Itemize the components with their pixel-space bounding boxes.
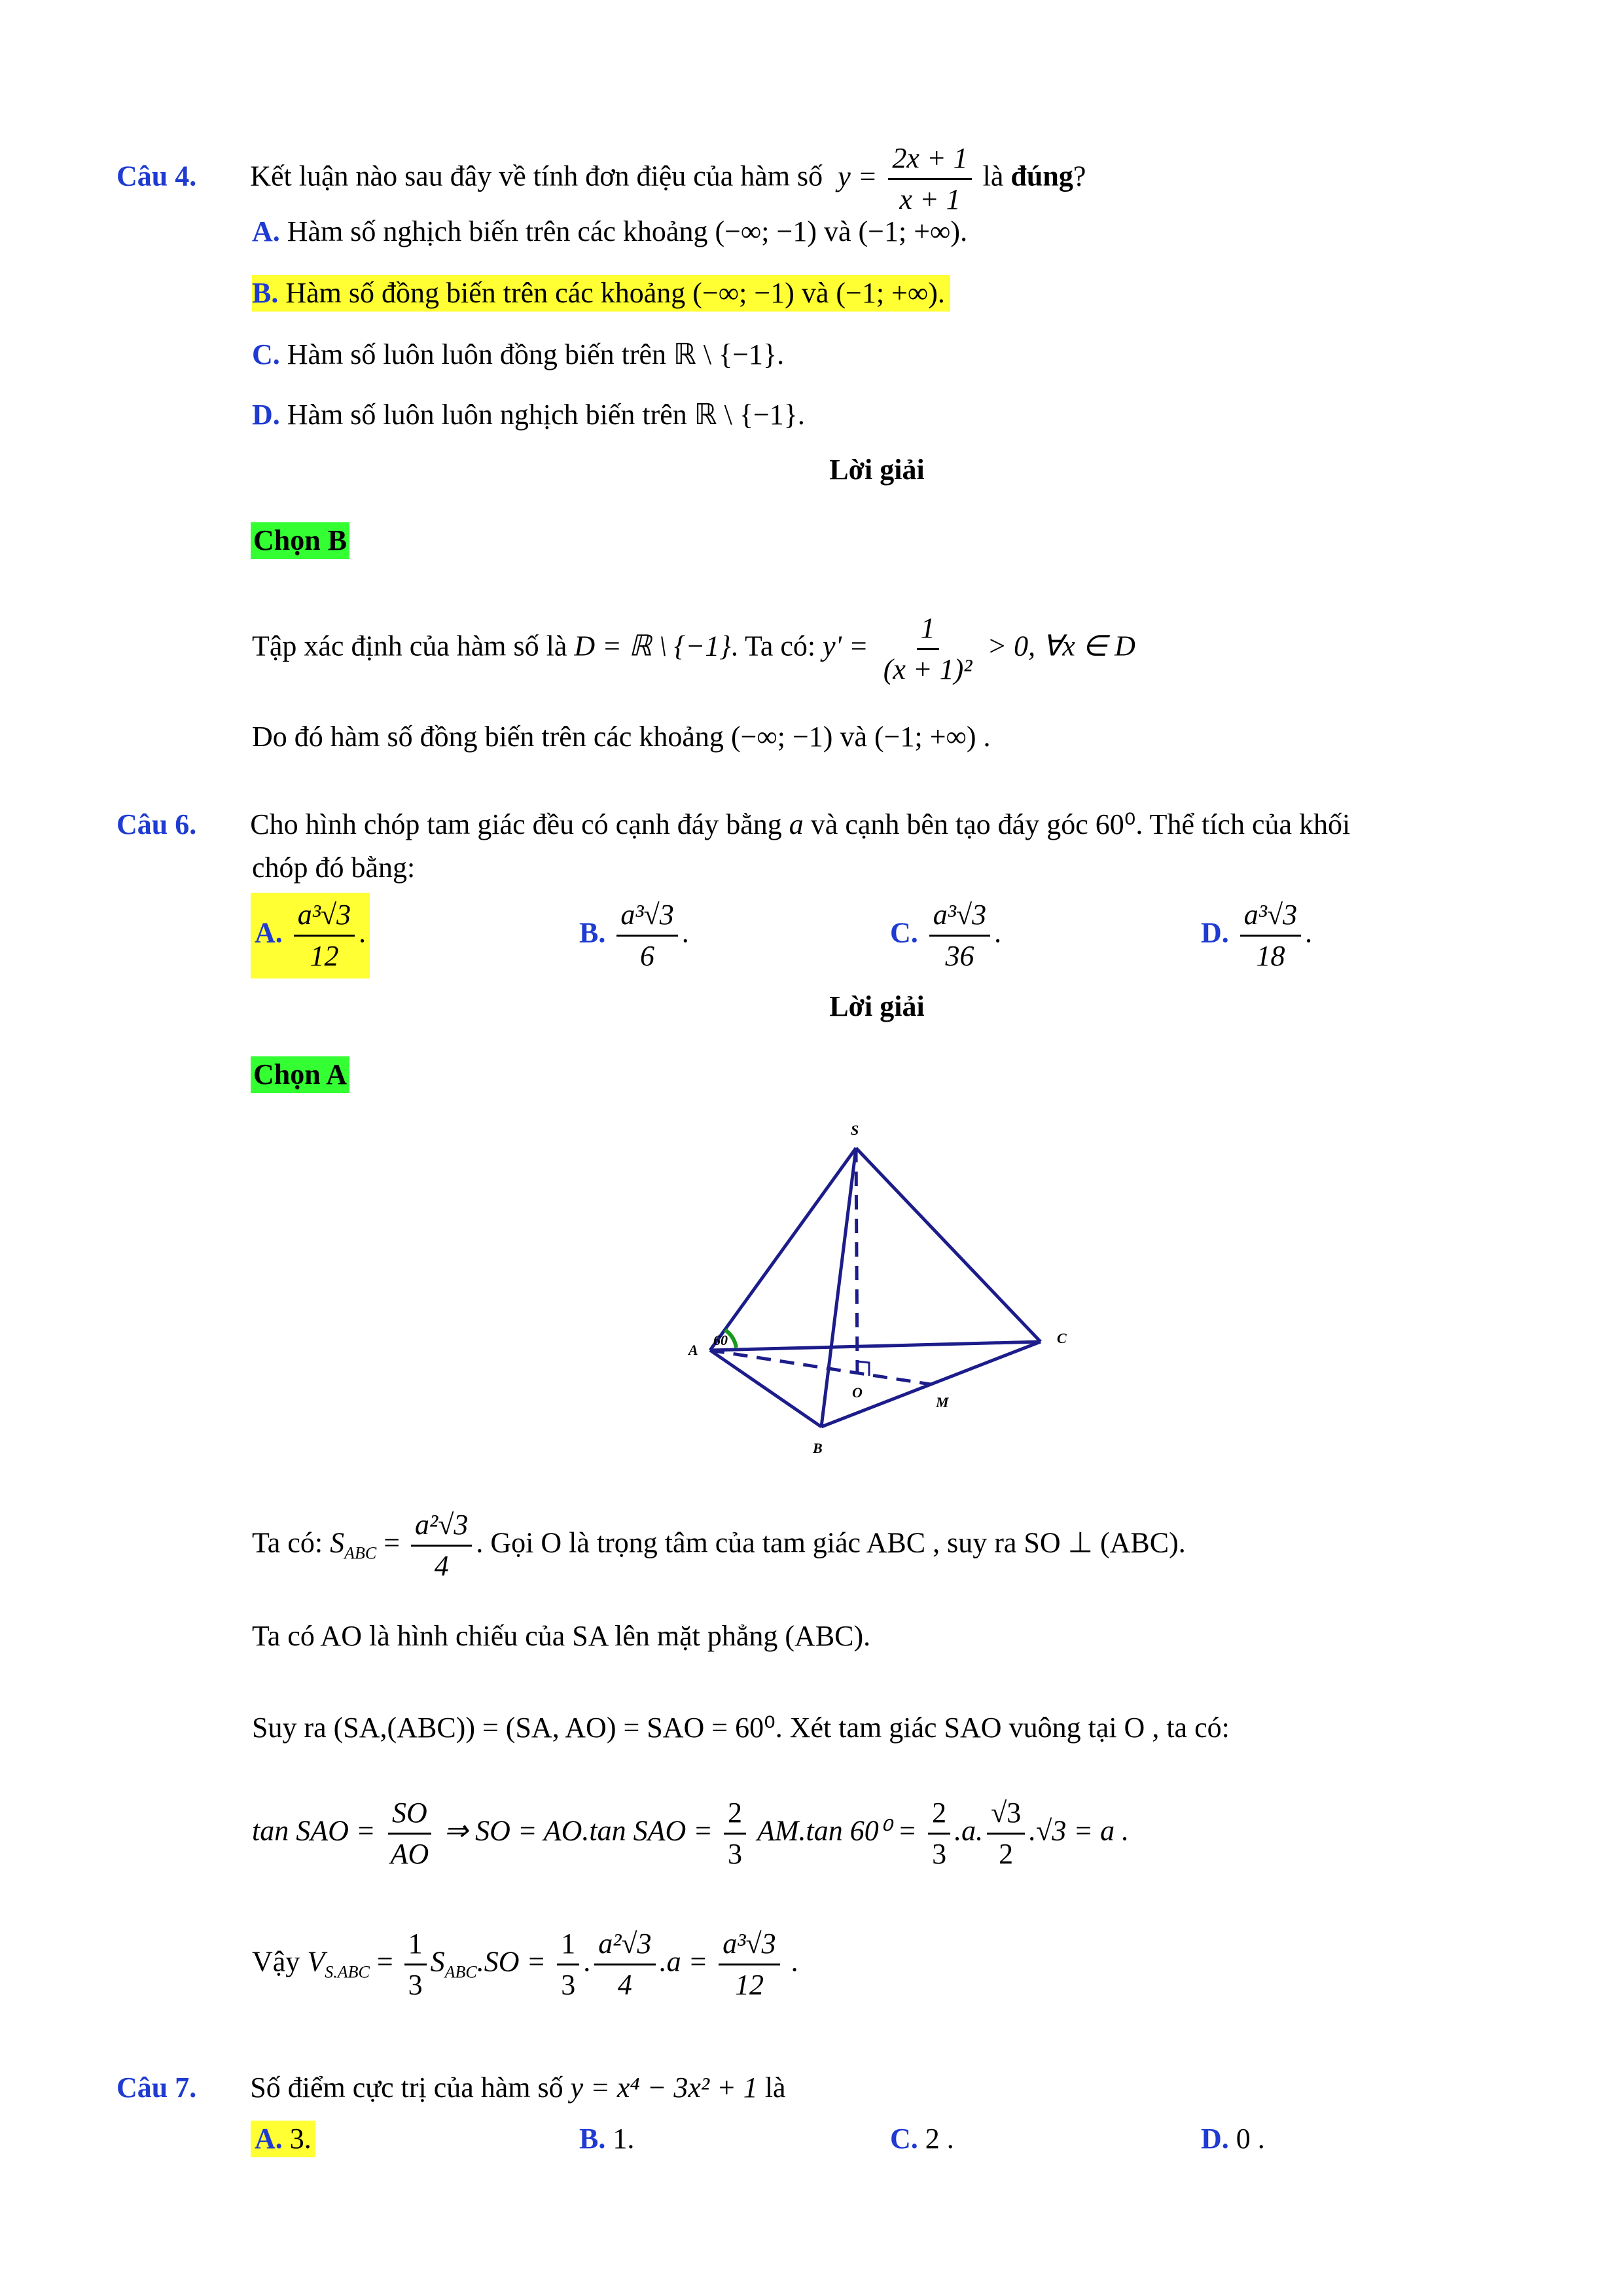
q6-option-a-num: a³√3 [294, 895, 355, 937]
q7-option-d-label: D. [1201, 2123, 1229, 2155]
point-s-label: S [851, 1122, 859, 1138]
q7-option-d-value: 0 . [1236, 2123, 1265, 2155]
q6-s5-mid3: .a = [659, 1945, 708, 1978]
q7-option-a-correct [251, 2121, 315, 2157]
q6-text2: và cạnh bên tạo đáy góc [810, 808, 1088, 840]
q4-option-a-label: A. [252, 215, 280, 247]
q7-option-b-label: B. [579, 2123, 606, 2155]
q6-s1-num: a²√3 [411, 1505, 472, 1547]
q6-s4-f3-num: √3 [987, 1793, 1025, 1835]
q6-option-b-fraction [616, 895, 677, 976]
q6-s1-den: 4 [434, 1550, 449, 1582]
q4-option-b-interval2: (−1; +∞) [836, 277, 938, 309]
q4-line2-and: và [840, 721, 867, 753]
q6-s4-fraction2 [724, 1793, 746, 1874]
q6-s5-f2-num: 1 [557, 1924, 579, 1965]
q4-line1-text: Tập xác định của hàm số là [252, 630, 567, 662]
q6-s5-f1-den: 3 [408, 1969, 423, 2001]
q4-line1-fraction [880, 609, 976, 689]
q4-option-c-text: Hàm số luôn luôn đồng biến trên [287, 338, 667, 370]
q6-solution-step1 [252, 1505, 1186, 1586]
q6-s5-sub2: ABC [444, 1962, 477, 1982]
q4-line1-num: 1 [917, 609, 939, 650]
q6-option-b-label: B. [579, 916, 606, 949]
q7-option-b-value: 1. [613, 2123, 635, 2155]
q6-s1-sub: ABC [344, 1543, 377, 1563]
q4-statement [116, 139, 1086, 219]
q4-label: Câu 4. [116, 160, 197, 192]
q4-option-b-correct: B. Hàm số đồng biến trên các khoảng (−∞; −1) và (−1; +∞). [252, 275, 950, 312]
q7-option-c-label: C. [890, 2123, 918, 2155]
q6-s4-f1-num: 2 [724, 1793, 746, 1835]
q4-text-dung: đúng [1010, 160, 1073, 192]
q6-choice-badge: Chọn A [251, 1056, 349, 1093]
point-c-label: C [1057, 1330, 1067, 1346]
q7-func: y = x⁴ − 3x² + 1 [570, 2072, 758, 2104]
q6-option-d-label: D. [1201, 916, 1229, 949]
q4-option-a-and: và [824, 215, 851, 247]
q4-option-a-text: Hàm số nghịch biến trên các khoảng [287, 215, 708, 247]
q6-option-c-fraction [929, 895, 990, 976]
q6-s5-f3-den: 4 [617, 1969, 632, 2001]
q6-s5-f4-num: a³√3 [719, 1924, 779, 1965]
q4-option-a-interval2: (−1; +∞) [858, 215, 961, 247]
q6-solution-step5 [252, 1924, 798, 2005]
q6-s5-f4-den: 12 [734, 1969, 764, 2001]
q4-line2-interval1: (−∞; −1) [730, 721, 833, 753]
q4-text-qmark: ? [1073, 160, 1086, 192]
q4-option-c-set: ℝ \ {−1} [673, 338, 777, 370]
q6-option-a-den: 12 [310, 940, 339, 972]
q4-func-fraction [888, 139, 971, 219]
q6-s1-post: . Gọi O là trọng tâm của tam giác ABC , suy ra SO ⊥ (ABC). [476, 1526, 1186, 1559]
q4-line1-deriv: y' = [823, 630, 868, 662]
q6-option-a-label: A. [255, 916, 283, 949]
q6-s4-mid3: .a. [954, 1814, 984, 1847]
q6-s5-sub: S.ABC [325, 1962, 370, 1982]
q4-option-b-interval1: (−∞; −1) [692, 277, 794, 309]
q4-func-num: 2x + 1 [888, 139, 971, 180]
q6-solution-title: Lời giải [829, 990, 925, 1022]
q4-func-den: x + 1 [899, 183, 961, 215]
q6-s1-fraction [411, 1505, 472, 1586]
q6-text1: Cho hình chóp tam giác đều có cạnh đáy bằng [250, 808, 782, 840]
q7-option-b [579, 2121, 634, 2157]
q7-label: Câu 7. [116, 2072, 197, 2104]
q6-s5-fraction3 [594, 1924, 655, 2005]
q4-text-la: là [982, 160, 1004, 192]
q6-angle: 60⁰ [1095, 808, 1136, 840]
q4-option-b-label: B. [252, 277, 279, 309]
q6-s4-f2-num: 2 [928, 1793, 950, 1835]
q6-s5-lhs: V [307, 1945, 325, 1978]
q6-option-b-den: 6 [640, 940, 655, 972]
q6-s4-tan: tan SAO = [252, 1814, 376, 1847]
q4-line1-den: (x + 1)² [883, 653, 972, 685]
q6-text3: . Thể tích của khối [1135, 808, 1351, 840]
q7-option-d [1201, 2121, 1265, 2157]
q4-line2-text: Do đó hàm số đồng biến trên các khoảng [252, 721, 724, 753]
q4-option-c: C. Hàm số luôn luôn đồng biến trên ℝ \ {−1}. [252, 338, 785, 370]
q6-s4-num: SO [388, 1793, 431, 1835]
q6-s4-f3-den: 2 [999, 1838, 1014, 1870]
q4-line2-interval2: (−1; +∞) [874, 721, 976, 753]
q6-option-c: C. $\frac{\text{a³√3}}{36}$ . [890, 895, 1001, 976]
point-m-label: M [936, 1394, 949, 1410]
q4-option-d-label: D. [252, 399, 280, 431]
q4-option-a-interval1: (−∞; −1) [715, 215, 817, 247]
q6-s5-mid2: .SO = [476, 1945, 546, 1978]
q6-option-a-correct: A. $\frac{\text{a³√3}}{12}$ . [251, 893, 370, 978]
q4-solution-line2 [252, 719, 991, 755]
q6-s5-fraction2 [557, 1924, 579, 2005]
q6-s5-pre: Vậy [252, 1945, 300, 1978]
q4-line1-domain: D = ℝ \ {−1} [574, 630, 731, 662]
q4-option-c-label: C. [252, 338, 280, 370]
q6-s5-end: . [791, 1945, 798, 1978]
point-b-label: B [813, 1440, 823, 1456]
q6-option-d-num: a³√3 [1240, 895, 1301, 937]
q4-option-d-set: ℝ \ {−1} [694, 399, 798, 431]
q4-text: Kết luận nào sau đây về tính đơn điệu của hàm số [250, 160, 823, 192]
q7-option-a-value: 3. [289, 2123, 312, 2155]
q4-choice-badge: Chọn B [251, 522, 349, 559]
q7-statement [116, 2070, 786, 2106]
pyramid-figure [674, 1119, 1119, 1473]
edge-sc [856, 1148, 1041, 1342]
q4-option-d-text: Hàm số luôn luôn nghịch biến trên [287, 399, 687, 431]
q6-statement [116, 806, 1350, 843]
q6-option-d-fraction [1240, 895, 1301, 976]
q6-option-c-num: a³√3 [929, 895, 990, 937]
q6-option-c-den: 36 [945, 940, 974, 972]
q6-label: Câu 6. [116, 808, 197, 840]
q6-s5-f1-num: 1 [404, 1924, 427, 1965]
q4-func-y: y = [838, 160, 878, 192]
angle-60-label: 60 [713, 1332, 728, 1348]
q6-s4-f1-den: 3 [728, 1838, 742, 1870]
q6-s4-fraction3 [928, 1793, 950, 1874]
q4-solution-line1 [252, 609, 1135, 689]
q6-statement-line2: chóp đó bằng: [252, 852, 416, 884]
q6-solution-step3: Suy ra (SA,(ABC)) = (SA, AO) = SAO = 60⁰. Xét tam giác SAO vuông tại O , ta có: [252, 1712, 1230, 1744]
q4-option-b-text: Hàm số đồng biến trên các khoảng [285, 277, 686, 309]
q4-option-d: D. Hàm số luôn luôn nghịch biến trên ℝ \ {−1}. [252, 399, 805, 431]
q6-s4-fraction4 [987, 1793, 1025, 1874]
q6-s1-lhs: S [330, 1526, 345, 1559]
q6-option-a-fraction [294, 895, 355, 976]
q6-option-b-num: a³√3 [616, 895, 677, 937]
q6-option-c-label: C. [890, 916, 918, 949]
q4-option-b-and: và [801, 277, 829, 309]
point-o-label: O [852, 1384, 863, 1401]
q6-s5-eq: = [376, 1945, 393, 1978]
q7-text: Số điểm cực trị của hàm số [250, 2072, 563, 2104]
q6-option-d: D. $\frac{\text{a³√3}}{18}$ . [1201, 895, 1312, 976]
q4-option-a: A. Hàm số nghịch biến trên các khoảng (−∞; −1) và (−1; +∞). [252, 215, 968, 247]
q4-line1-post: > 0, ∀x ∈ D [987, 630, 1135, 662]
q7-option-c-value: 2 . [925, 2123, 954, 2155]
q6-s5-mid: S [430, 1945, 445, 1978]
q6-s4-mid2: AM.tan 60⁰ = [757, 1814, 918, 1847]
q6-solution-step4 [252, 1793, 1129, 1874]
q6-s5-fraction4 [719, 1924, 779, 2005]
q6-solution-step2: Ta có AO là hình chiếu của SA lên mặt phẳng (ABC). [252, 1620, 871, 1652]
q6-s4-fraction1 [387, 1793, 433, 1874]
point-a-label: A [688, 1342, 698, 1358]
edge-ac [710, 1342, 1041, 1350]
q6-s4-f2-den: 3 [932, 1838, 947, 1870]
q6-s4-den: AO [390, 1838, 429, 1870]
q6-s5-dot: . [583, 1945, 591, 1978]
median-am [710, 1350, 931, 1384]
q6-s5-f2-den: 3 [561, 1969, 576, 2001]
q6-s1-pre: Ta có: [252, 1526, 323, 1559]
q6-s1-eq: = [383, 1526, 401, 1559]
q6-option-b: B. $\frac{\text{a³√3}}{6}$ . [579, 895, 689, 976]
q6-s5-fraction1 [404, 1924, 427, 2005]
q4-line2-end: . [983, 721, 991, 753]
q7-option-c [890, 2121, 954, 2157]
q4-solution-title: Lời giải [829, 454, 925, 486]
q7-text-end: là [764, 2072, 786, 2104]
edge-ab [710, 1350, 821, 1427]
q6-option-d-den: 18 [1256, 940, 1285, 972]
q7-option-a-label: A. [255, 2123, 283, 2155]
q6-var-a: a [789, 808, 804, 840]
q6-s5-f3-num: a²√3 [594, 1924, 655, 1965]
q6-s4-end: .√3 = a . [1029, 1814, 1130, 1847]
q4-line1-mid: . Ta có: [730, 630, 816, 662]
height-so [856, 1148, 857, 1374]
q6-s4-mid: ⇒ SO = AO.tan SAO = [444, 1814, 713, 1847]
